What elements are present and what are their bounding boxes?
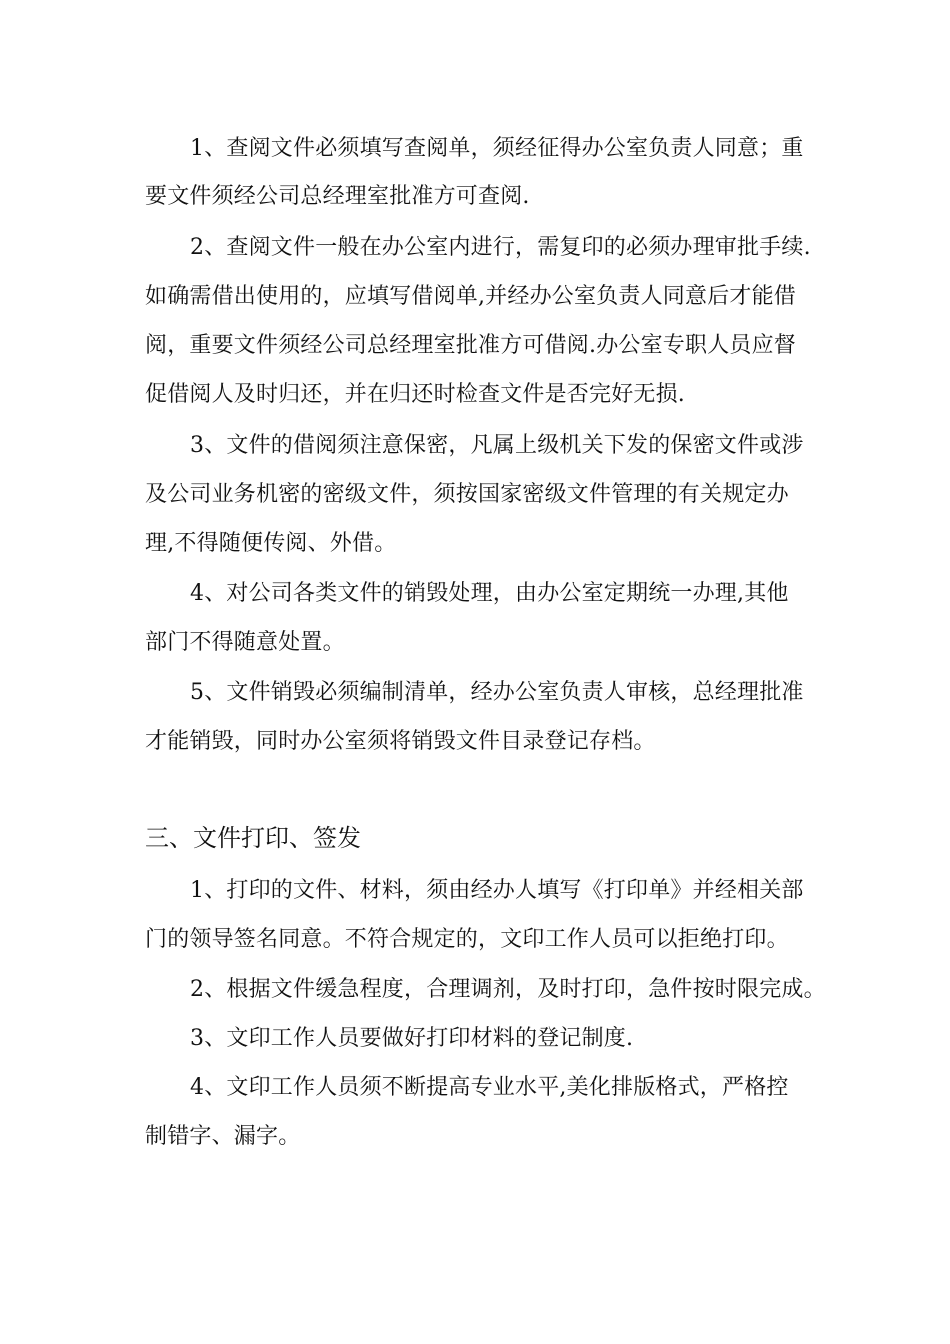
rule-2-line-3: 阅，重要文件须经公司总经理室批准方可借阅.办公室专职人员应督 — [145, 333, 796, 358]
print-rule-2-line-1: 2、根据文件缓急程度，合理调剂，及时打印，急件按时限完成。 — [190, 977, 826, 1002]
rule-2-line-1: 2、查阅文件一般在办公室内进行，需复印的必须办理审批手续. — [190, 235, 811, 260]
rule-3-line-1: 3、文件的借阅须注意保密，凡属上级机关下发的保密文件或涉 — [190, 433, 804, 458]
rule-3-line-2: 及公司业务机密的密级文件，须按国家密级文件管理的有关规定办 — [145, 482, 789, 507]
rule-2-line-2: 如确需借出使用的，应填写借阅单,并经办公室负责人同意后才能借 — [145, 284, 796, 309]
print-rule-3-line-1: 3、文印工作人员要做好打印材料的登记制度. — [190, 1026, 634, 1051]
rule-5-line-2: 才能销毁，同时办公室须将销毁文件目录登记存档。 — [145, 729, 656, 754]
rule-5-line-1: 5、文件销毁必须编制清单，经办公室负责人审核，总经理批准 — [190, 680, 804, 705]
rule-4-line-2: 部门不得随意处置。 — [145, 630, 345, 655]
print-rule-1-line-2: 门的领导签名同意。不符合规定的，文印工作人员可以拒绝打印。 — [145, 927, 789, 952]
print-rule-4-line-2: 制错字、漏字。 — [145, 1124, 301, 1149]
rule-2-line-4: 促借阅人及时归还，并在归还时检查文件是否完好无损. — [145, 382, 685, 407]
section-3-heading: 三、文件打印、签发 — [145, 824, 361, 852]
rule-3-line-3: 理,不得随便传阅、外借。 — [145, 531, 397, 556]
rule-1-line-2: 要文件须经公司总经理室批准方可查阅. — [145, 184, 530, 209]
rule-4-line-1: 4、对公司各类文件的销毁处理，由办公室定期统一办理,其他 — [190, 581, 789, 606]
print-rule-1-line-1: 1、打印的文件、材料，须由经办人填写《打印单》并经相关部 — [190, 878, 804, 903]
rule-1-line-1: 1、查阅文件必须填写查阅单，须经征得办公室负责人同意；重 — [190, 136, 804, 161]
print-rule-4-line-1: 4、文印工作人员须不断提高专业水平,美化排版格式，严格控 — [190, 1075, 789, 1100]
